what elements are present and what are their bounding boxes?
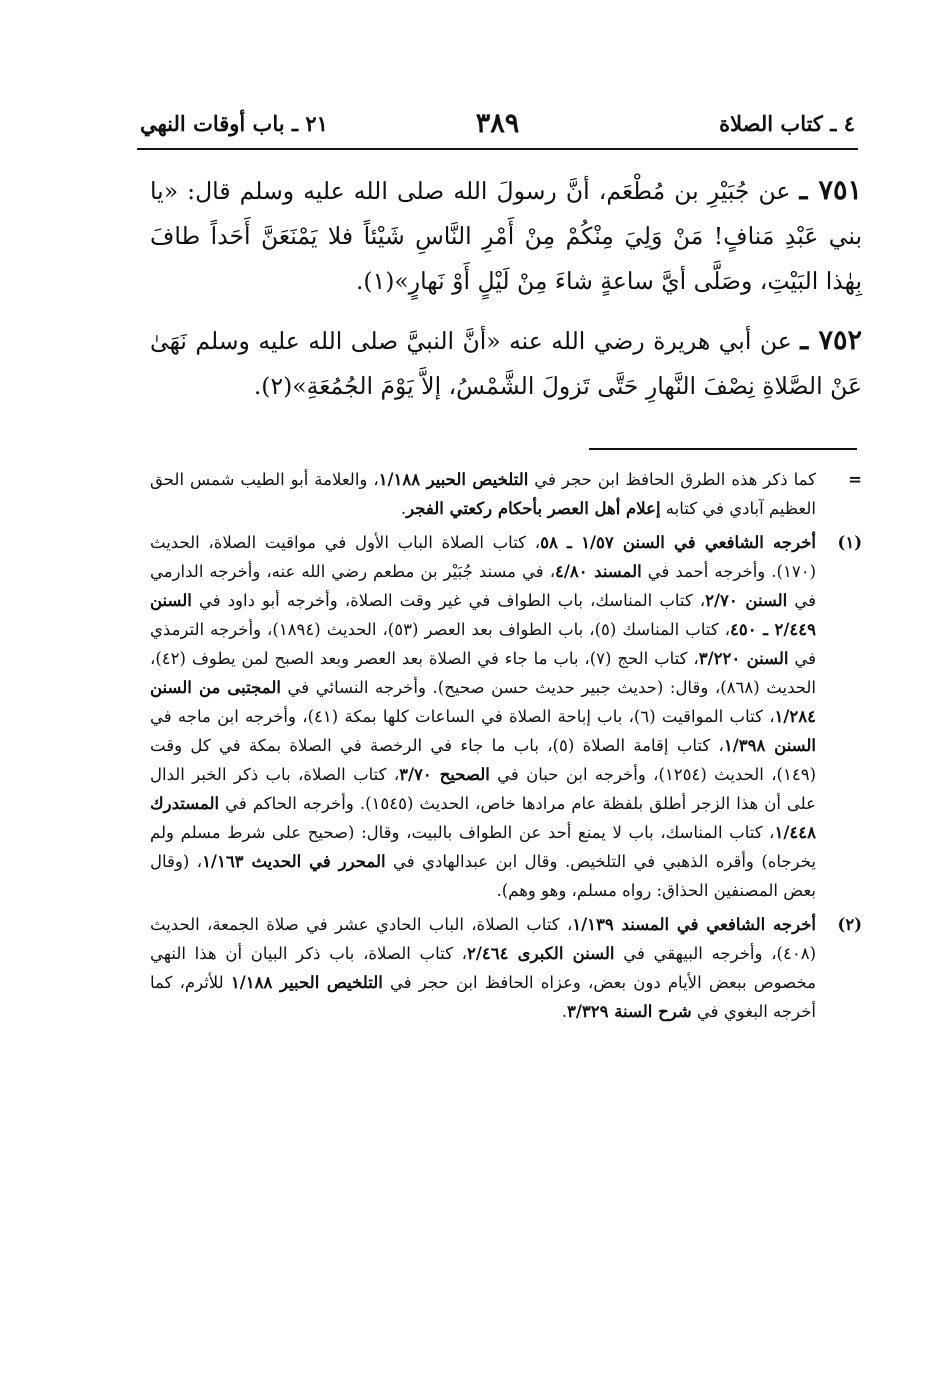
footnote-citation: المستدرك ١/٤٤٨ bbox=[150, 794, 816, 842]
footnote bbox=[150, 528, 862, 905]
footnote-text: ، كتاب الصلاة الباب الأول في مواقيت الصلاة، الحديث (١٧٠). وأخرجه أحمد في bbox=[150, 533, 816, 581]
footnote-text: . bbox=[561, 1002, 567, 1021]
footnote-marker: (١) bbox=[837, 533, 862, 552]
footnote-marker: = bbox=[848, 470, 862, 489]
footnote-citation: السنن ٢/٤٤٩ ـ ٤٥٠ bbox=[150, 591, 816, 639]
footnote-text: ، في مسند جُبَيْر بن مطعم رضي الله عنه، وأخرجه الدارمي في bbox=[150, 562, 816, 610]
footnote-citation: أخرجه الشافعي في المسند ١/١٣٩ bbox=[572, 915, 816, 934]
footnote bbox=[150, 465, 862, 523]
footnote-citation: المسند ٤/٨٠ bbox=[555, 562, 642, 581]
footnote bbox=[150, 910, 862, 1026]
hadith-number: ٧٥٢ ـ bbox=[800, 325, 863, 356]
hadith-paragraph bbox=[150, 168, 862, 304]
footnote-text: ، والعلامة أبو الطيب شمس الحق العظيم آبادي في كتابه bbox=[150, 470, 816, 518]
hadith-paragraph bbox=[150, 318, 862, 409]
footnote-text: كما ذكر هذه الطرق الحافظ ابن حجر في bbox=[528, 470, 816, 489]
footnote-text: ، كتاب الصلاة، باب ذكر البيان أن هذا النهي مخصوص ببعض الأيام دون بعض، وعزاه الحافظ ابن حجر في bbox=[150, 944, 816, 992]
footnote-text: للأثرم، كما أخرجه البغوي في bbox=[150, 973, 816, 1021]
footnote-divider bbox=[589, 448, 857, 450]
footnote-text: ، كتاب الصلاة، باب ذكر الخبر الدال على أن هذا الزجر أطلق بلفظة عام مرادها خاص، الحديث (١٥٤٥). وأخرجه الحاكم في bbox=[150, 765, 816, 813]
footnote-citation: السنن الكبرى ٢/٤٦٤ bbox=[466, 944, 615, 963]
footnote-text: ، كتاب إقامة الصلاة (٥)، باب ما جاء في الرخصة في الصلاة بمكة في كل وقت (١٤٩)، الحديث (١٢٥٤)، وأخرجه ابن حبان في bbox=[150, 736, 816, 784]
footnote-text: . bbox=[400, 499, 407, 518]
footnote-text: ، كتاب المواقيت (٦)، باب إباحة الصلاة في الساعات كلها بمكة (٤١)، وأخرجه ابن ماجه في bbox=[150, 707, 775, 726]
footnote-marker: (٢) bbox=[837, 915, 862, 934]
footnote-text: ، (وقال بعض المصنفين الحذاق: رواه مسلم، وهو وهم). bbox=[150, 852, 816, 900]
hadith-text: عن أبي هريرة رضي الله عنه «أنَّ النبيَّ صلى الله عليه وسلم نَهَىٰ عَنْ الصَّلاةِ نِصْفَ النَّهارِ حَتَّى تَزولَ الشَّمْسُ، إلاَّ يَوْمَ الجُمُعَةِ»(٢). bbox=[150, 327, 862, 400]
footnote-citation: شرح السنة ٣/٣٢٩ bbox=[566, 1002, 692, 1021]
footnote-citation: السنن ١/٣٩٨ bbox=[723, 736, 817, 755]
footnote-text: ، كتاب المناسك، باب الطواف في غير وقت الصلاة، وأخرجه أبو داود في bbox=[191, 591, 706, 610]
footnote-citation: أخرجه الشافعي في السنن ١/٥٧ ـ ٥٨ bbox=[540, 533, 816, 552]
header-book-title: ٤ ـ كتاب الصلاة bbox=[719, 111, 855, 136]
hadith-text: عن جُبَيْرِ بن مُطْعَم، أنَّ رسولَ الله صلى الله عليه وسلم قال: «يا بني عَبْدِ مَنافٍ! مَنْ وَلِيَ مِنْكُمْ مِنْ أَمْرِ النَّاسِ شَيْئاً فلا يَمْنَعَنَّ أَحَداً طافَ بِهٰذا البَيْتِ، وصَلَّى أيَّ ساعةٍ شاءَ مِنْ لَيْلٍ أَوْ نَهارٍ»(١). bbox=[150, 177, 862, 295]
footnote-citation: المحرر في الحديث ١/١٦٣ bbox=[202, 852, 386, 871]
footnote-text: ، كتاب الصلاة، الباب الحادي عشر في صلاة الجمعة، الحديث (٤٠٨)، وأخرجه البيهقي في bbox=[150, 915, 816, 963]
footnote-text: ، كتاب الحج (٧)، باب ما جاء في الصلاة بعد العصر وبعد الصبح لمن يطوف (٤٢)، الحديث (٨٦٨)، وقال: (حديث جبير حديث حسن صحيح). وأخرجه النسائي في bbox=[150, 649, 817, 697]
footnote-text: ، كتاب المناسك (٥)، باب الطواف بعد العصر (٥٣)، الحديث (١٨٩٤)، وأخرجه الترمذي في bbox=[150, 620, 816, 668]
footnote-citation: التلخيص الحبير ١/١٨٨ bbox=[230, 973, 383, 992]
page-number: ٣٨٩ bbox=[475, 108, 520, 139]
footnote-citation: السنن ٣/٢٢٠ bbox=[698, 649, 789, 668]
footnote-citation: التلخيص الحبير ١/١٨٨ bbox=[378, 470, 529, 489]
header-chapter-title: ٢١ ـ باب أوقات النهي bbox=[140, 111, 328, 136]
hadith-number: ٧٥١ ـ bbox=[799, 175, 862, 206]
footnote-text: ، كتاب المناسك، باب لا يمنع أحد عن الطواف بالبيت، وقال: (صحيح على شرط مسلم ولم يخرجاه) وأقره الذهبي في التلخيص. وقال ابن عبدالهادي في bbox=[150, 823, 816, 871]
footnote-citation: الصحيح ٣/٧٠ bbox=[399, 765, 490, 784]
header-divider bbox=[137, 148, 858, 150]
main-text bbox=[150, 168, 862, 423]
footnote-citation: السنن ٢/٧٠ bbox=[705, 591, 788, 610]
running-header bbox=[140, 108, 855, 148]
footnote-citation: إعلام أهل العصر بأحكام ركعتي الفجر bbox=[406, 499, 661, 518]
footnote-citation: المجتبى من السنن ١/٢٨٤ bbox=[150, 678, 817, 726]
footnotes bbox=[150, 465, 862, 1031]
